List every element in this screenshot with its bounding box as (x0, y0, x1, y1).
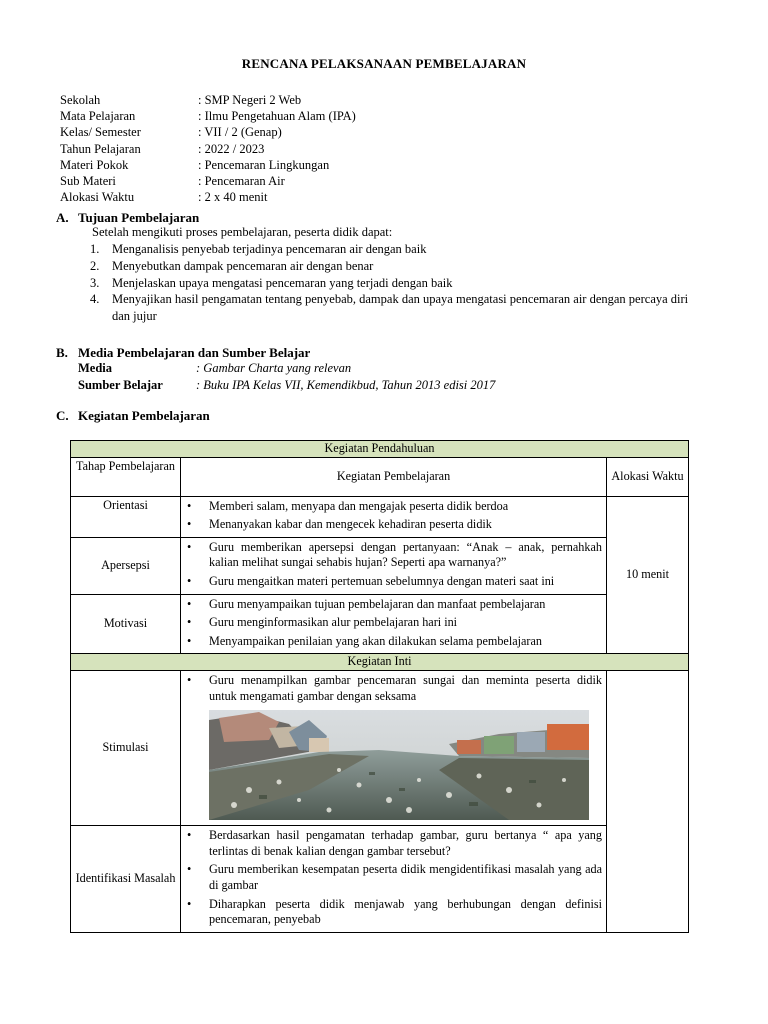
bullet-icon: • (187, 896, 192, 911)
item-number: 2. (90, 258, 100, 273)
column-header-alokasi: Alokasi Waktu (607, 457, 689, 496)
activity-cell (181, 594, 607, 654)
list-item (185, 574, 602, 590)
activity-cell (181, 826, 607, 933)
bullet-icon: • (187, 498, 192, 513)
section-b-heading (56, 345, 310, 361)
identity-value: : Pencemaran Lingkungan (198, 157, 330, 172)
section-letter: B. (56, 345, 68, 360)
activity-cell (181, 537, 607, 594)
identity-row (60, 173, 356, 189)
media-value: : Gambar Charta yang relevan (196, 361, 352, 375)
column-header-kegiatan: Kegiatan Pembelajaran (181, 457, 607, 496)
item-text: Menjelaskan upaya mengatasi pencemaran yang terjadi dengan baik (112, 275, 453, 290)
identity-label: Mata Pelajaran (60, 109, 136, 124)
stage-identifikasi: Identifikasi Masalah (71, 826, 181, 933)
pendahuluan-header: Kegiatan Pendahuluan (71, 441, 689, 458)
identity-value: : SMP Negeri 2 Web (198, 93, 302, 107)
list-item (90, 258, 690, 275)
section-letter: C. (56, 408, 69, 423)
bullet-icon: • (187, 828, 192, 843)
section-title: Kegiatan Pembelajaran (78, 408, 210, 423)
item-text: Diharapkan peserta didik menjawab yang berhubungan dengan definisi pencemaran, penyebab (209, 896, 602, 927)
identity-value: : 2022 / 2023 (198, 141, 265, 156)
stage-stimulasi: Stimulasi (71, 670, 181, 825)
item-text: Guru menampilkan gambar pencemaran sungai dan meminta peserta didik untuk mengamati gambar dengan seksama (209, 672, 602, 703)
identity-row (60, 108, 356, 124)
bullet-icon: • (187, 596, 192, 611)
identity-label: Tahun Pelajaran (60, 141, 141, 156)
identity-value: : VII / 2 (Genap) (198, 125, 282, 140)
identity-value: : Pencemaran Air (198, 174, 285, 189)
page-title: RENCANA PELAKSANAAN PEMBELAJARAN (241, 56, 527, 71)
section-c-heading (56, 408, 210, 424)
bullet-icon: • (187, 672, 192, 687)
list-item (185, 673, 602, 704)
list-item (185, 597, 602, 613)
list-item (185, 540, 602, 571)
identity-row (60, 189, 356, 205)
identity-label: Kelas/ Semester (60, 125, 141, 140)
table-row (71, 594, 689, 654)
item-text: Guru memberikan apersepsi dengan pertanyaan: “Anak – anak, pernahkah kalian melihat sungai sehabis hujan? Seperti apa warnanya?” (209, 539, 602, 570)
identity-row (60, 92, 356, 108)
list-item (185, 615, 602, 631)
identity-value: : Ilmu Pengetahuan Alam (IPA) (198, 109, 356, 124)
source-row (78, 377, 495, 394)
objectives-list (90, 241, 690, 325)
item-text: Guru mengaitkan materi pertemuan sebelumnya dengan materi saat ini (209, 573, 555, 588)
bullet-icon: • (187, 615, 192, 630)
table-row (71, 537, 689, 594)
section-title: Tujuan Pembelajaran (78, 210, 200, 225)
activity-cell (181, 670, 607, 825)
item-text: Menanyakan kabar dan mengecek kehadiran peserta didik (209, 517, 492, 532)
identity-label: Sekolah (60, 93, 101, 107)
list-item (90, 241, 690, 258)
item-number: 4. (90, 292, 100, 307)
table-row (71, 441, 689, 458)
polluted-river-photo (209, 710, 589, 820)
table-header-row (71, 457, 689, 496)
item-text: Memberi salam, menyapa dan mengajak peserta didik berdoa (209, 498, 509, 513)
table-row (71, 826, 689, 933)
list-item (185, 634, 602, 650)
list-item (185, 897, 602, 928)
table-row (71, 670, 689, 825)
identity-row (60, 141, 356, 157)
alokasi-inti (607, 670, 689, 932)
item-text: Menyajikan hasil pengamatan tentang penyebab, dampak dan upaya mengatasi pencemaran air dengan percaya diri dan jujur (112, 292, 689, 324)
bullet-icon: • (187, 517, 192, 532)
stage-apersepsi: Apersepsi (71, 537, 181, 594)
list-item (185, 499, 602, 515)
identity-block (60, 92, 356, 205)
item-text: Guru menyampaikan tujuan pembelajaran dan manfaat pembelajaran (209, 596, 546, 611)
identity-label: Alokasi Waktu (60, 190, 135, 205)
section-letter: A. (56, 210, 69, 225)
identity-row (60, 157, 356, 173)
bullet-icon: • (187, 573, 192, 588)
section-a-heading (56, 210, 199, 226)
table-row (71, 654, 689, 671)
stage-motivasi: Motivasi (71, 594, 181, 654)
item-text: Berdasarkan hasil pengamatan terhadap gambar, guru bertanya “ apa yang terlintas di benak kalian dengan gambar tersebut? (209, 828, 602, 858)
identity-label: Materi Pokok (60, 157, 129, 172)
list-item (90, 291, 690, 325)
list-item (185, 517, 602, 533)
bullet-icon: • (187, 862, 192, 877)
stage-orientasi: Orientasi (71, 496, 181, 537)
activity-cell (181, 496, 607, 537)
item-text: Menganalisis penyebab terjadinya pencemaran air dengan baik (112, 242, 427, 256)
media-label: Media (78, 361, 113, 375)
bullet-icon: • (187, 539, 192, 554)
bullet-icon: • (187, 633, 192, 648)
list-item (185, 828, 602, 859)
item-text: Menyampaikan penilaian yang akan dilakukan selama pembelajaran (209, 633, 542, 648)
table-row (71, 496, 689, 537)
media-row (78, 360, 495, 377)
item-number: 3. (90, 275, 100, 290)
objectives-intro: Setelah mengikuti proses pembelajaran, peserta didik dapat: (92, 225, 393, 239)
source-value: : Buku IPA Kelas VII, Kemendikbud, Tahun 2013 edisi 2017 (196, 378, 496, 392)
identity-value: : 2 x 40 menit (198, 190, 268, 205)
identity-row (60, 124, 356, 140)
item-text: Menyebutkan dampak pencemaran air dengan benar (112, 258, 374, 273)
list-item (185, 862, 602, 893)
item-text: Guru memberikan kesempatan peserta didik mengidentifikasi masalah yang ada di gambar (209, 862, 602, 892)
inti-header: Kegiatan Inti (71, 654, 689, 671)
section-title: Media Pembelajaran dan Sumber Belajar (78, 345, 311, 360)
item-text: Guru menginformasikan alur pembelajaran hari ini (209, 615, 458, 630)
activities-table (70, 440, 689, 933)
column-header-tahap: Tahap Pembelajaran (71, 457, 181, 496)
item-number: 1. (90, 242, 100, 256)
list-item (90, 275, 690, 292)
source-label: Sumber Belajar (78, 378, 163, 392)
identity-label: Sub Materi (60, 174, 116, 189)
alokasi-pendahuluan: 10 menit (607, 496, 689, 654)
media-block (78, 360, 495, 394)
